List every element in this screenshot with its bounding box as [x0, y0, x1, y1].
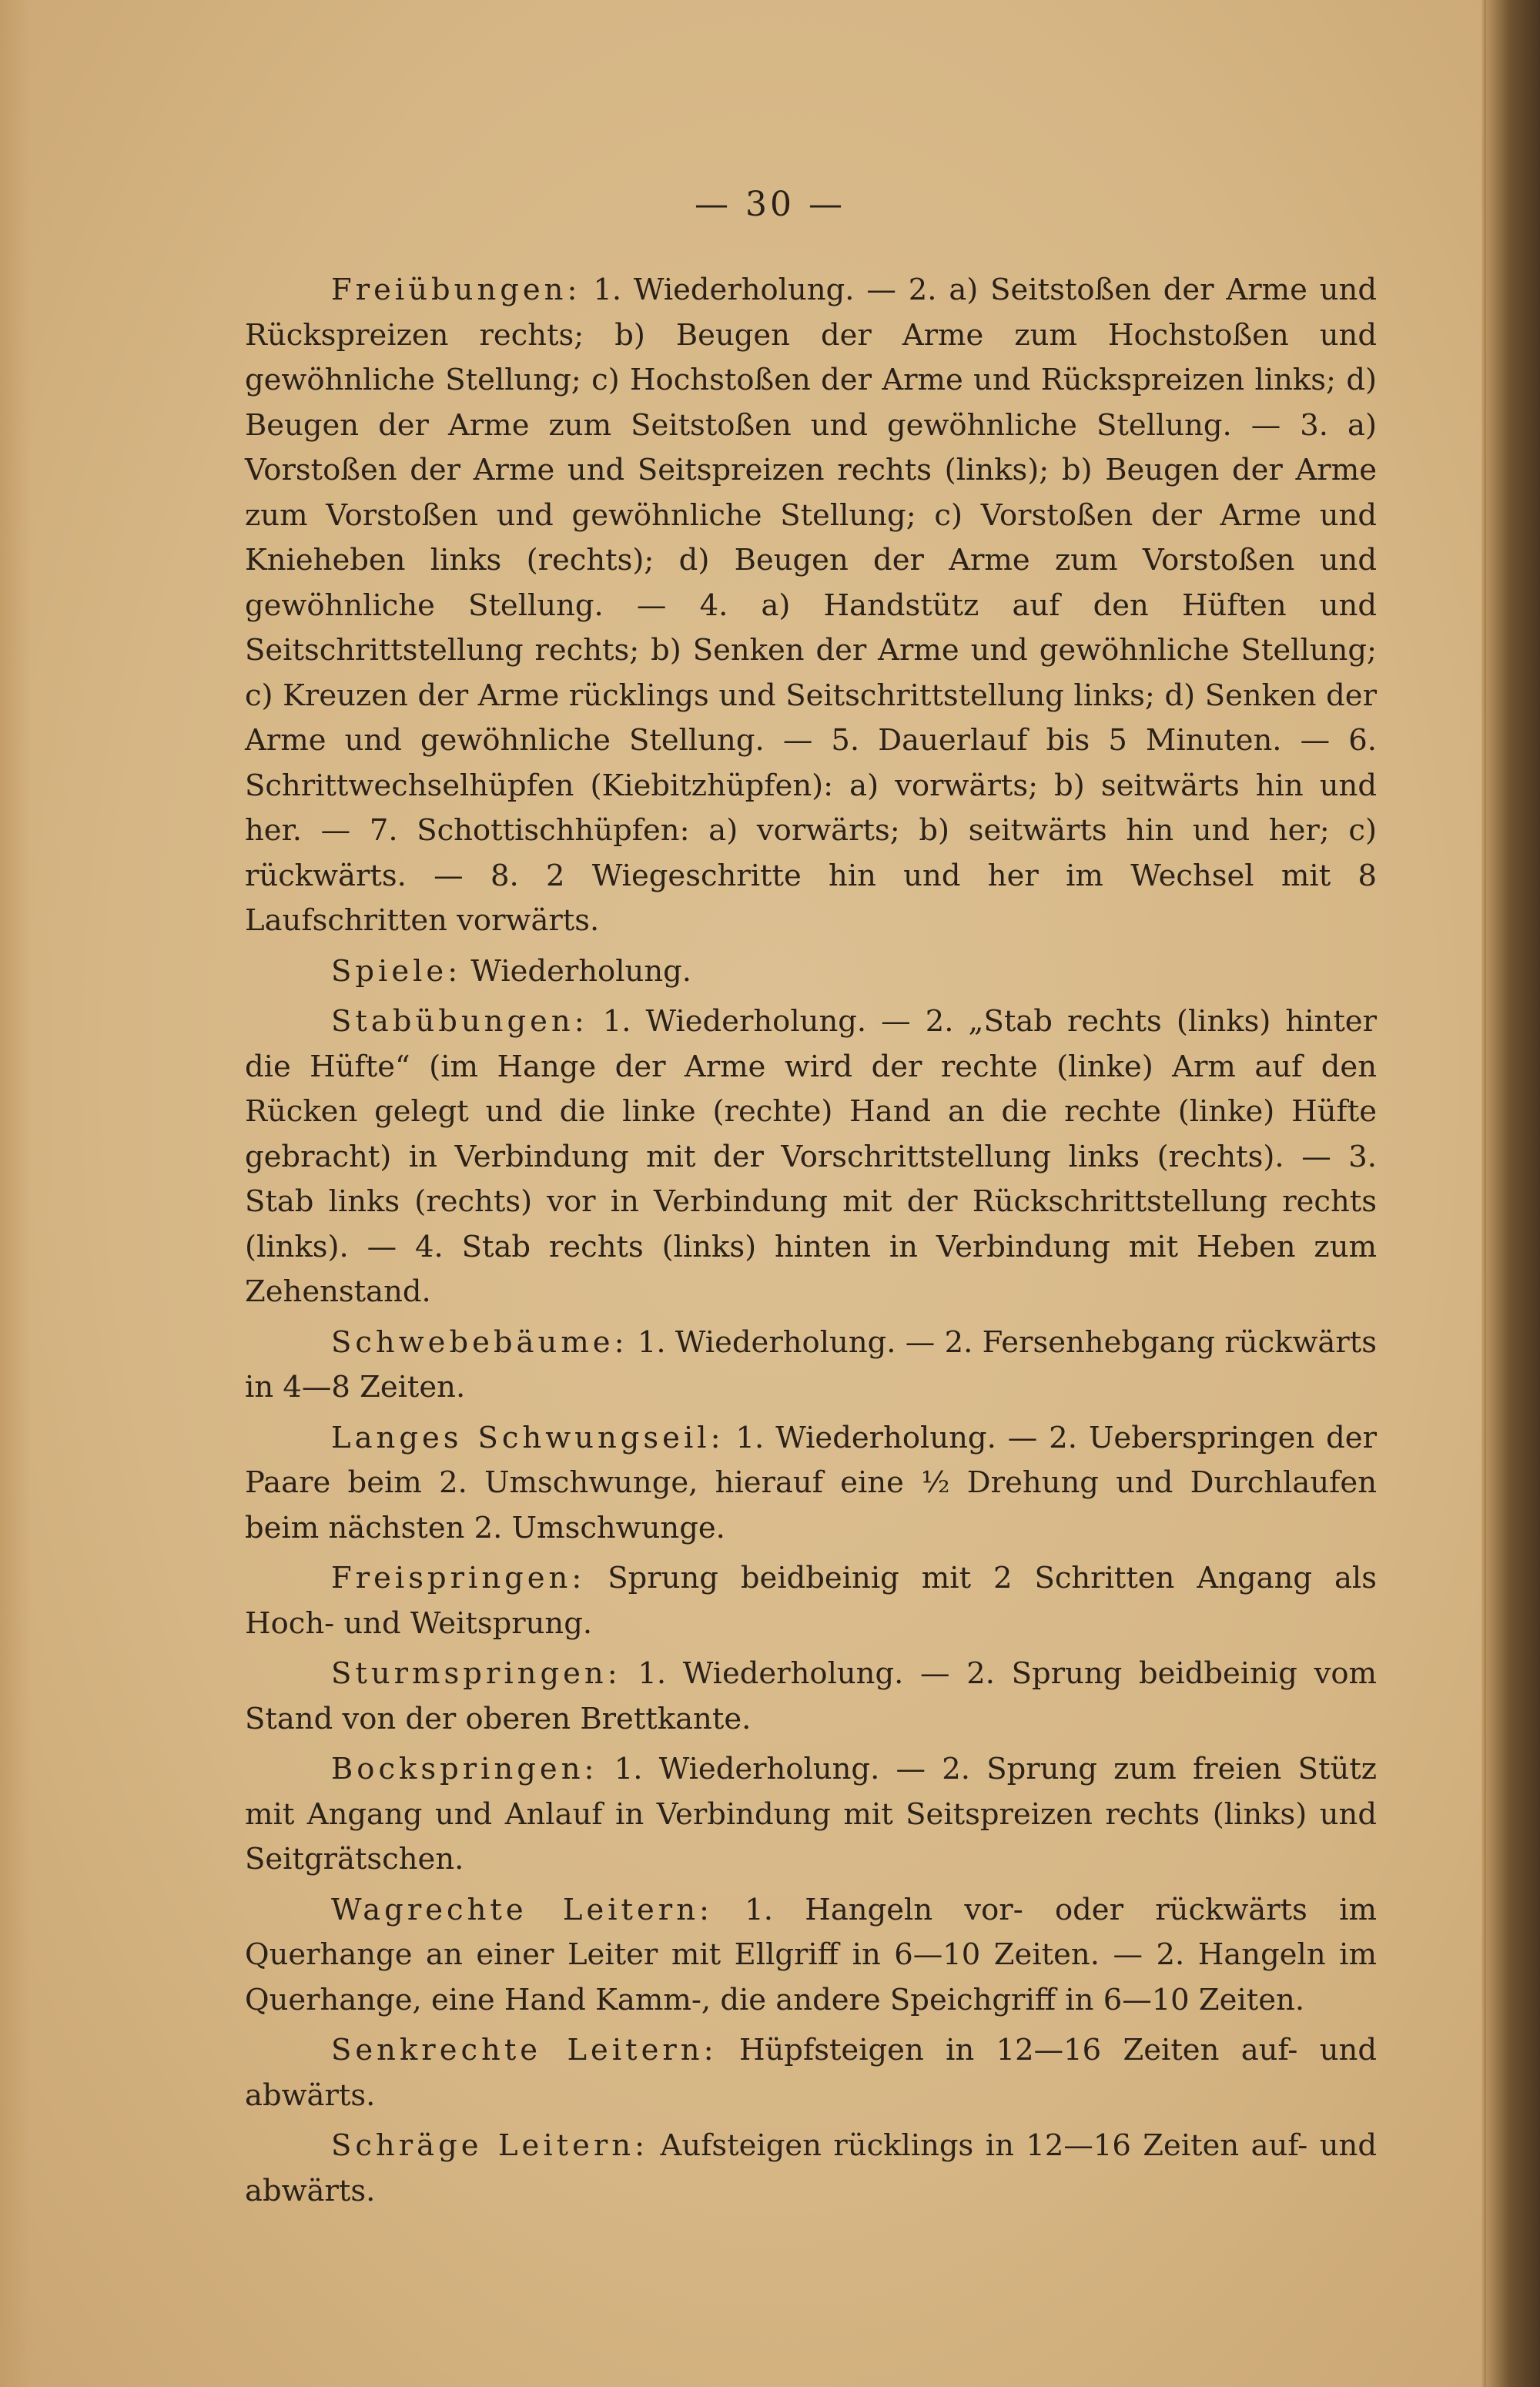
paragraph-body: 1. Wiederholung. — 2. Sprung beidbeinig vom Stand von der oberen Brettkante.	[245, 1656, 1377, 1736]
paragraph-heading: Spiele:	[331, 953, 462, 989]
paragraph-heading: Schwebebäume:	[331, 1324, 628, 1360]
paragraph-body: 1. Wiederholung. — 2. Fersenhebgang rückwärts in 4—8 Zeiten.	[245, 1324, 1377, 1404]
paragraph-heading: Stabübungen:	[331, 1004, 588, 1039]
paragraph-schwebebaeume	[245, 1321, 1377, 1411]
paragraph-body: 1. Hangeln vor- oder rückwärts im Querhange an einer Leiter mit Ellgriff in 6—10 Zeiten. — 2. Hangeln im Querhange, eine Hand Kamm-, die andere Speichgriff in 6—10 Zeiten.	[245, 1892, 1377, 2017]
paragraph-bockspringen	[245, 1747, 1377, 1883]
paragraph-sturmspringen	[245, 1652, 1377, 1742]
paragraph-body: Hüpfsteigen in 12—16 Zeiten auf- und abwärts.	[245, 2033, 1377, 2113]
paragraph-wagrechte-leitern	[245, 1888, 1377, 2024]
paragraph-heading: Senkrechte Leitern:	[331, 2033, 718, 2067]
paragraph-freiuebungen	[245, 268, 1377, 944]
book-spine	[1486, 0, 1540, 2387]
paragraph-heading: Bockspringen:	[331, 1752, 598, 1786]
paragraph-schraege-leitern	[245, 2124, 1377, 2214]
page-number: — 30 —	[695, 185, 845, 224]
paragraph-body: Aufsteigen rücklings in 12—16 Zeiten auf- und abwärts.	[245, 2128, 1377, 2208]
paragraph-heading: Wagrechte Leitern:	[331, 1892, 713, 1927]
paragraph-heading: Freispringen:	[331, 1561, 586, 1595]
paragraph-heading: Schräge Leitern:	[331, 2128, 649, 2163]
paragraph-heading: Sturmspringen:	[331, 1656, 621, 1691]
paragraph-body: 1. Wiederholung. — 2. „Stab rechts (links) hinter die Hüfte“ (im Hange der Arme wird der rechte (linke) Arm auf den Rücken gelegt und die linke (rechte) Hand an die rechte (linke) Hüfte gebracht) in Verbindung mit der Vorschrittstellung links (rechts). — 3. Stab links (rechts) vor in Verbindung mit der Rückschrittstellung rechts (links). — 4. Stab rechts (links) hinten in Verbindung mit Heben zum Zehenstand.	[245, 1004, 1377, 1309]
paragraph-heading: Langes Schwungseil:	[331, 1420, 725, 1455]
paragraph-senkrechte-leitern	[245, 2028, 1377, 2118]
paragraph-body: 1. Wiederholung. — 2. Sprung zum freien Stütz mit Angang und Anlauf in Verbindung mit Seitspreizen rechts (links) und Seitgrätschen.	[245, 1752, 1377, 1876]
paragraph-freispringen	[245, 1556, 1377, 1646]
paragraph-spiele	[245, 949, 1377, 995]
body-text	[245, 268, 1377, 2219]
paragraph-langes-schwungseil	[245, 1416, 1377, 1552]
paragraph-body: Sprung beidbeinig mit 2 Schritten Angang als Hoch- und Weitsprung.	[245, 1561, 1377, 1641]
paragraph-body: Wiederholung.	[461, 953, 692, 989]
paragraph-body: 1. Wiederholung. — 2. a) Seitstoßen der Arme und Rückspreizen rechts; b) Beugen der Arme zum Hochstoßen und gewöhnliche Stellung; c) Hochstoßen der Arme und Rückspreizen links; d) Beugen der Arme zum Seitstoßen und gewöhnliche Stellung. — 3. a) Vorstoßen der Arme und Seitspreizen rechts (links); b) Beugen der Arme zum Vorstoßen und gewöhnliche Stellung; c) Vorstoßen der Arme und Knieheben links (rechts); d) Beugen der Arme zum Vorstoßen und gewöhnliche Stellung. — 4. a) Handstütz auf den Hüften und Seitschrittstellung rechts; b) Senken der Arme und gewöhnliche Stellung; c) Kreuzen der Arme rücklings und Seitschrittstellung links; d) Senken der Arme und gewöhnliche Stellung. — 5. Dauerlauf bis 5 Minuten. — 6. Schrittwechselhüpfen (Kiebitzhüpfen): a) vorwärts; b) seitwärts hin und her. — 7. Schottischhüpfen: a) vorwärts; b) seitwärts hin und her; c) rückwärts. — 8. 2 Wiegeschritte hin und her im Wechsel mit 8 Laufschritten vorwärts.	[245, 273, 1377, 938]
page-left-edge	[0, 0, 31, 2387]
paragraph-heading: Freiübungen:	[331, 273, 581, 307]
paragraph-body: 1. Wiederholung. — 2. Ueberspringen der Paare beim 2. Umschwunge, hierauf eine ½ Drehung und Durchlaufen beim nächsten 2. Umschwunge.	[245, 1420, 1377, 1545]
paragraph-stabuebungen	[245, 999, 1377, 1315]
